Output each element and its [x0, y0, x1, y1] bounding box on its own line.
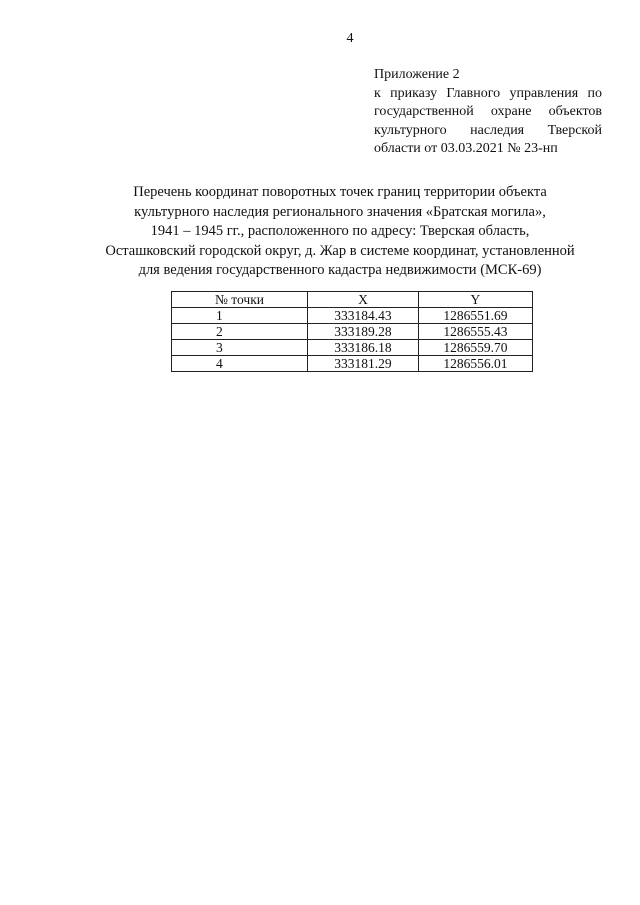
y-coordinate-cell: 1286555.43	[418, 324, 532, 340]
heading-line: Перечень координат поворотных точек границ территории объекта	[133, 184, 547, 200]
table-row	[172, 340, 533, 356]
document-heading	[60, 183, 620, 281]
appendix-line: Приложение 2	[374, 67, 460, 82]
x-coordinate-cell: 333186.18	[308, 340, 419, 356]
point-number-cell: 4	[172, 356, 308, 372]
y-coordinate-cell: 1286551.69	[418, 308, 532, 324]
appendix-line: культурного наследия Тверской	[374, 122, 602, 138]
page-number: 4	[346, 31, 354, 46]
column-header-x: X	[308, 292, 419, 308]
heading-line: Осташковский городской округ, д. Жар в системе координат, установленной	[105, 242, 575, 259]
column-header-y: Y	[418, 292, 532, 308]
y-coordinate-cell: 1286556.01	[418, 356, 532, 372]
heading-line: 1941 – 1945 гг., расположенного по адресу: Тверская область,	[150, 223, 530, 239]
x-coordinate-cell: 333181.29	[308, 356, 419, 372]
appendix-line: области от 03.03.2021 № 23-нп	[374, 141, 558, 156]
x-coordinate-cell: 333189.28	[308, 324, 419, 340]
coordinates-table	[171, 291, 533, 372]
point-number-cell: 1	[172, 308, 308, 324]
y-coordinate-cell: 1286559.70	[418, 340, 532, 356]
appendix-block	[374, 66, 602, 159]
table-row	[172, 324, 533, 340]
heading-line: культурного наследия регионального значения «Братская могила»,	[134, 203, 546, 220]
point-number-cell: 2	[172, 324, 308, 340]
table-row	[172, 356, 533, 372]
column-header-point: № точки	[172, 292, 308, 308]
appendix-line: к приказу Главного управления по	[374, 85, 602, 101]
table-row	[172, 308, 533, 324]
table-header-row	[172, 292, 533, 308]
point-number-cell: 3	[172, 340, 308, 356]
heading-line: для ведения государственного кадастра недвижимости (МСК-69)	[138, 262, 542, 278]
x-coordinate-cell: 333184.43	[308, 308, 419, 324]
appendix-line: государственной охране объектов	[374, 104, 602, 119]
